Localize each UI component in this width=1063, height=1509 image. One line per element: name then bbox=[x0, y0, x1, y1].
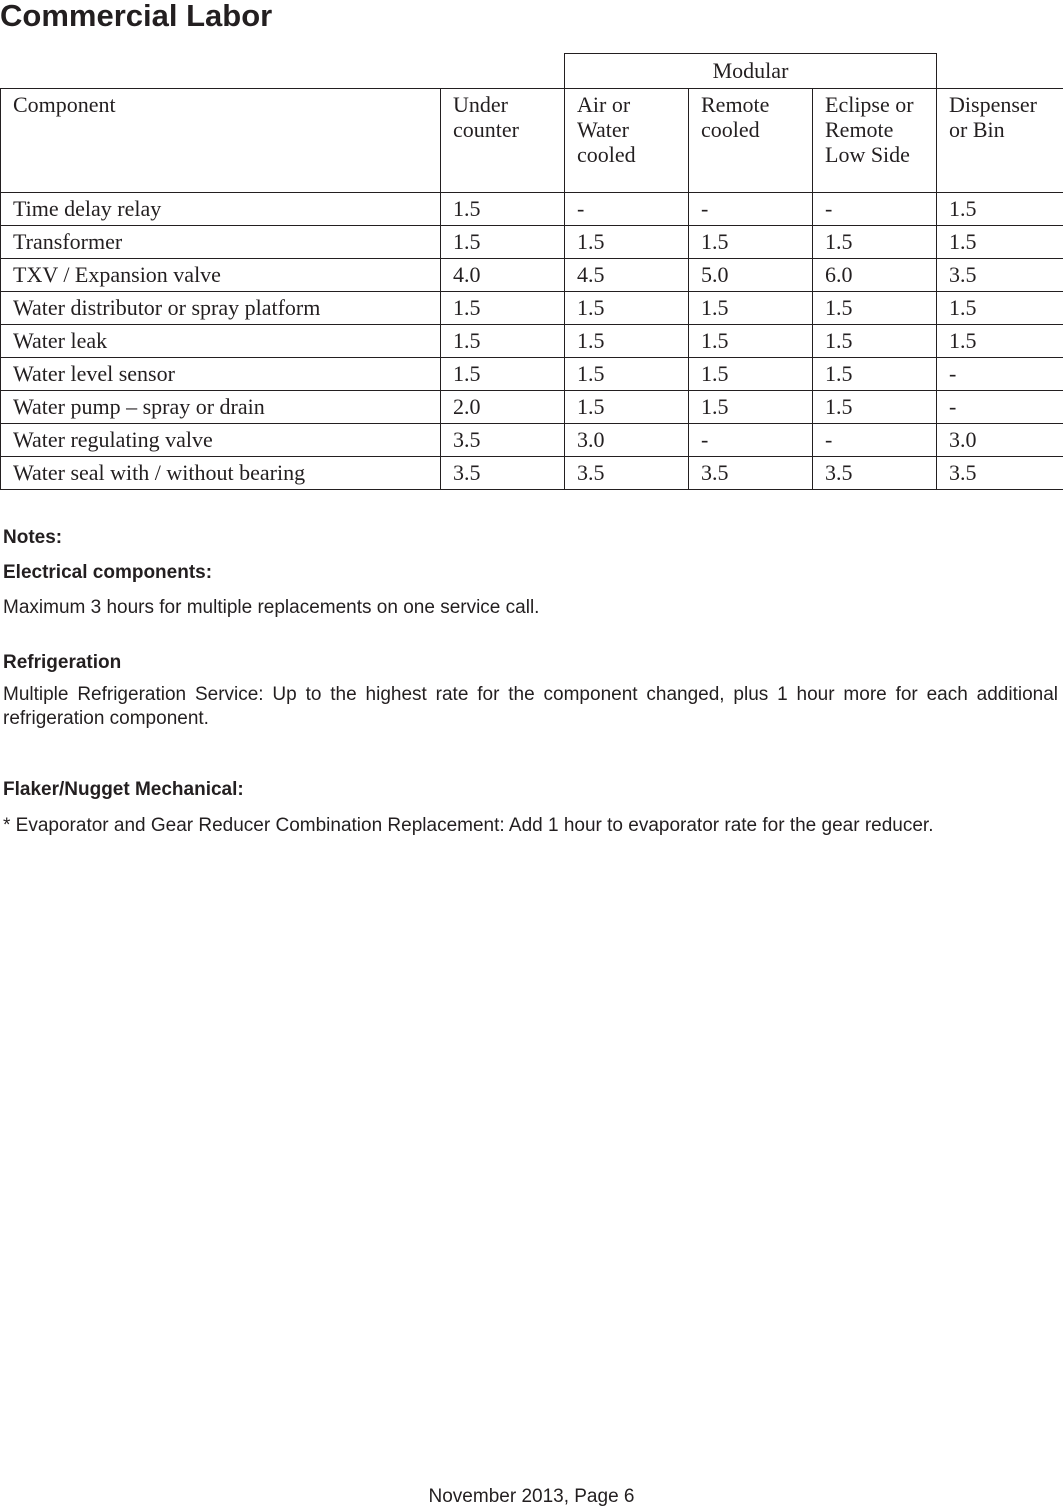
component-cell: TXV / Expansion valve bbox=[1, 259, 441, 292]
table-body bbox=[1, 193, 1063, 490]
page-footer: November 2013, Page 6 bbox=[428, 1486, 635, 1507]
value-cell: - bbox=[937, 358, 1063, 391]
table-row bbox=[1, 424, 1063, 457]
value-cell: 1.5 bbox=[813, 391, 937, 424]
value-cell: 1.5 bbox=[441, 358, 565, 391]
value-cell: 1.5 bbox=[937, 226, 1063, 259]
table-row bbox=[1, 259, 1063, 292]
component-cell: Water pump – spray or drain bbox=[1, 391, 441, 424]
value-cell: 1.5 bbox=[441, 193, 565, 226]
value-cell: 1.5 bbox=[937, 292, 1063, 325]
electrical-components-note: Maximum 3 hours for multiple replacements on one service call. bbox=[3, 597, 540, 618]
component-cell: Transformer bbox=[1, 226, 441, 259]
value-cell: 1.5 bbox=[689, 358, 813, 391]
modular-group-header: Modular bbox=[565, 54, 937, 89]
notes-heading: Notes: bbox=[3, 527, 63, 548]
value-cell: 1.5 bbox=[441, 226, 565, 259]
value-cell: 1.5 bbox=[441, 292, 565, 325]
column-header-component: Component bbox=[1, 89, 441, 193]
value-cell: 1.5 bbox=[689, 391, 813, 424]
value-cell: - bbox=[937, 391, 1063, 424]
value-cell: 3.0 bbox=[565, 424, 689, 457]
value-cell: 3.5 bbox=[937, 259, 1063, 292]
value-cell: 3.5 bbox=[441, 457, 565, 490]
value-cell: 1.5 bbox=[565, 226, 689, 259]
value-cell: - bbox=[689, 193, 813, 226]
flaker-nugget-heading: Flaker/Nugget Mechanical: bbox=[3, 779, 244, 800]
value-cell: - bbox=[565, 193, 689, 226]
value-cell: - bbox=[813, 424, 937, 457]
flaker-nugget-note: * Evaporator and Gear Reducer Combination Replacement: Add 1 hour to evaporator rate for the gear reducer. bbox=[3, 815, 934, 836]
value-cell: 3.5 bbox=[937, 457, 1063, 490]
value-cell: 1.5 bbox=[441, 325, 565, 358]
column-header-row bbox=[1, 89, 1063, 193]
table-row bbox=[1, 292, 1063, 325]
component-cell: Water distributor or spray platform bbox=[1, 292, 441, 325]
component-cell: Time delay relay bbox=[1, 193, 441, 226]
value-cell: 2.0 bbox=[441, 391, 565, 424]
value-cell: 3.0 bbox=[937, 424, 1063, 457]
table-row bbox=[1, 358, 1063, 391]
table-row bbox=[1, 391, 1063, 424]
electrical-components-heading: Electrical components: bbox=[3, 562, 213, 583]
value-cell: 6.0 bbox=[813, 259, 937, 292]
column-header-eclipse-or-remote-low-side: Eclipse or Remote Low Side bbox=[813, 89, 937, 193]
value-cell: 3.5 bbox=[813, 457, 937, 490]
value-cell: 4.5 bbox=[565, 259, 689, 292]
page-title: Commercial Labor bbox=[0, 0, 273, 33]
refrigeration-note: Multiple Refrigeration Service: Up to the highest rate for the component changed, plus 1 hour more for each additional refrigeration component. bbox=[3, 684, 1058, 729]
component-cell: Water regulating valve bbox=[1, 424, 441, 457]
table-row bbox=[1, 226, 1063, 259]
value-cell: 1.5 bbox=[565, 358, 689, 391]
component-cell: Water seal with / without bearing bbox=[1, 457, 441, 490]
value-cell: - bbox=[689, 424, 813, 457]
refrigeration-heading: Refrigeration bbox=[3, 652, 122, 673]
value-cell: 1.5 bbox=[565, 325, 689, 358]
value-cell: 1.5 bbox=[689, 292, 813, 325]
value-cell: 1.5 bbox=[813, 358, 937, 391]
labor-rate-table bbox=[0, 53, 1063, 490]
column-header-remote-cooled: Remote cooled bbox=[689, 89, 813, 193]
value-cell: 1.5 bbox=[689, 226, 813, 259]
column-header-air-or-water-cooled: Air or Water cooled bbox=[565, 89, 689, 193]
value-cell: 3.5 bbox=[689, 457, 813, 490]
value-cell: 1.5 bbox=[813, 292, 937, 325]
value-cell: 1.5 bbox=[813, 226, 937, 259]
value-cell: 3.5 bbox=[441, 424, 565, 457]
column-header-under-counter: Under counter bbox=[441, 89, 565, 193]
value-cell: 1.5 bbox=[937, 193, 1063, 226]
value-cell: 1.5 bbox=[565, 391, 689, 424]
value-cell: 3.5 bbox=[565, 457, 689, 490]
table-row bbox=[1, 193, 1063, 226]
value-cell: 1.5 bbox=[689, 325, 813, 358]
table-row bbox=[1, 325, 1063, 358]
value-cell: 1.5 bbox=[937, 325, 1063, 358]
component-cell: Water leak bbox=[1, 325, 441, 358]
value-cell: 5.0 bbox=[689, 259, 813, 292]
value-cell: 1.5 bbox=[565, 292, 689, 325]
column-header-dispenser-or-bin: Dispenser or Bin bbox=[937, 89, 1063, 193]
value-cell: - bbox=[813, 193, 937, 226]
value-cell: 4.0 bbox=[441, 259, 565, 292]
value-cell: 1.5 bbox=[813, 325, 937, 358]
component-cell: Water level sensor bbox=[1, 358, 441, 391]
table-row bbox=[1, 457, 1063, 490]
group-header-row bbox=[1, 54, 1063, 89]
